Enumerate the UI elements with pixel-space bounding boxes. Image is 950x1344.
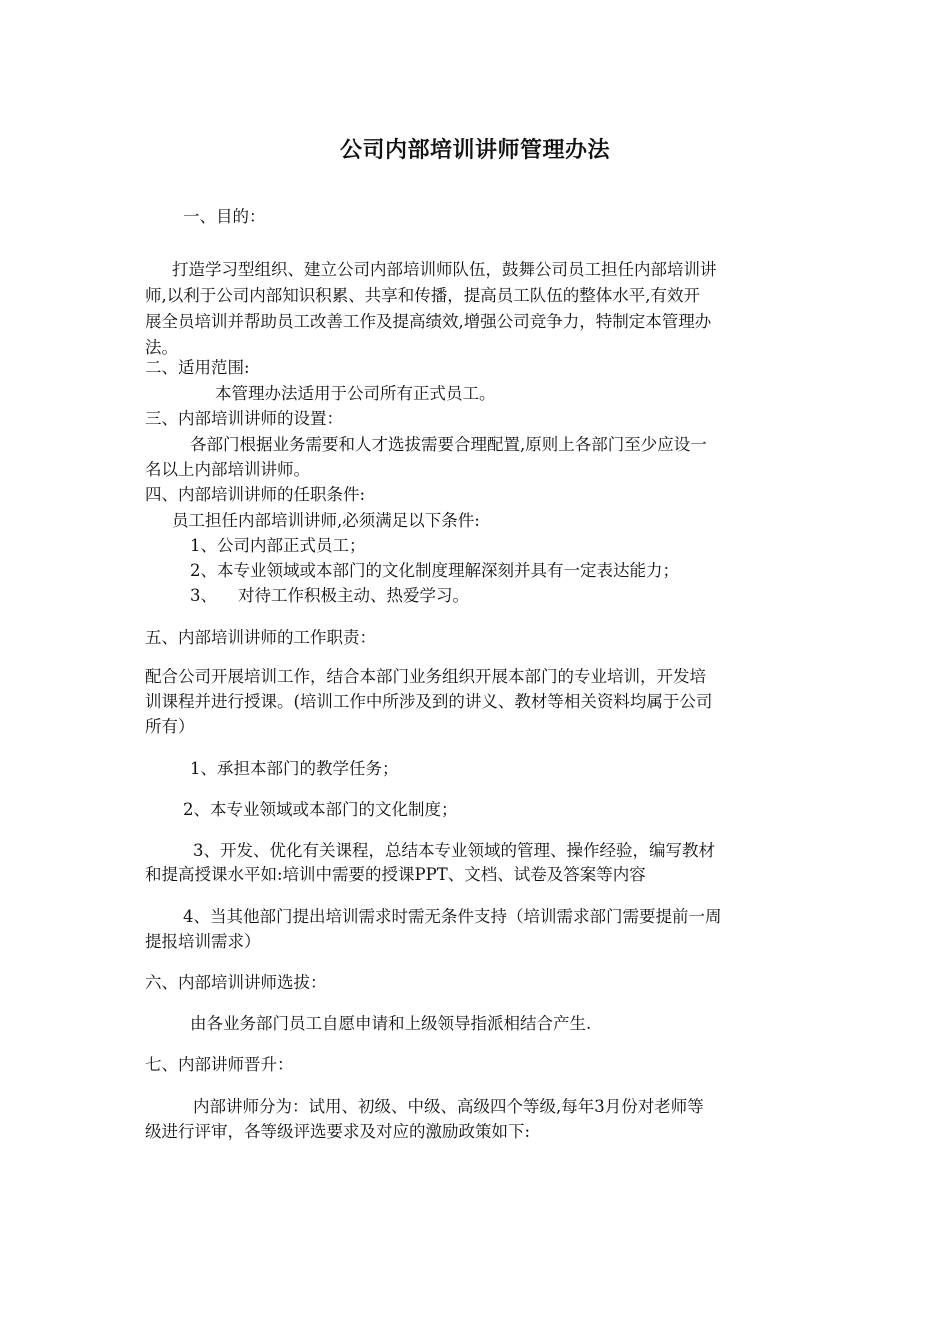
paragraph-line: 法。 [145, 338, 178, 357]
list-item: 2、本专业领域或本部门的文化制度； [183, 800, 458, 819]
list-item: 提报培训需求） [145, 932, 261, 951]
paragraph-line: 配合公司开展培训工作，结合本部门业务组织开展本部门的专业培训，开发培 [145, 667, 706, 686]
paragraph-line: 内部讲师分为：试用、初级、中级、高级四个等级,每年3月份对老师等 [193, 1097, 704, 1116]
section-heading-purpose: 一、目的： [183, 207, 266, 226]
paragraph-line: 打造学习型组织、建立公司内部培训师队伍，鼓舞公司员工担任内部培训讲 [172, 260, 717, 279]
list-item: 4、当其他部门提出培训需求时需无条件支持（培训需求部门需要提前一周 [183, 907, 722, 926]
list-item: 和提高授课水平如:培训中需要的授课PPT、文档、试卷及答案等内容 [145, 865, 646, 884]
document-title: 公司内部培训讲师管理办法 [339, 138, 610, 163]
paragraph-line: 本管理办法适用于公司所有正式员工。 [215, 384, 496, 403]
section-heading-scope: 二、适用范围: [145, 358, 250, 377]
list-item: 1、公司内部正式员工； [190, 536, 366, 555]
paragraph-line: 员工担任内部培训讲师,必须满足以下条件: [172, 511, 480, 530]
section-heading-selection: 六、内部培训讲师选拔： [145, 973, 327, 992]
list-item: 1、承担本部门的教学任务； [190, 759, 399, 778]
list-item: 3、开发、优化有关课程，总结本专业领域的管理、操作经验，编写教材 [193, 841, 715, 860]
section-heading-duties: 五、内部培训讲师的工作职责： [145, 628, 376, 647]
list-item: 3、 对待工作积极主动、热爱学习。 [190, 586, 469, 605]
paragraph-line: 由各业务部门员工自愿申请和上级领导指派相结合产生. [190, 1014, 592, 1033]
section-heading-setup: 三、内部培训讲师的设置： [145, 409, 343, 428]
list-item: 2、本专业领域或本部门的文化制度理解深刻并具有一定表达能力； [190, 561, 679, 580]
paragraph-line: 所有） [145, 717, 195, 736]
paragraph-line: 级进行评审，各等级评选要求及对应的激励政策如下: [145, 1122, 531, 1141]
section-heading-promotion: 七、内部讲师晋升： [145, 1055, 294, 1074]
paragraph-line: 师,以利于公司内部知识积累、共享和传播，提高员工队伍的整体水平,有效开 [145, 286, 700, 305]
section-heading-qualification: 四、内部培训讲师的任职条件: [145, 485, 366, 504]
paragraph-line: 各部门根据业务需要和人才选拔需要合理配置,原则上各部门至少应设一 [190, 435, 707, 454]
paragraph-line: 名以上内部培训讲师。 [145, 460, 310, 479]
paragraph-line: 训课程并进行授课。(培训工作中所涉及到的讲义、教材等相关资料均属于公司 [145, 692, 713, 711]
paragraph-line: 展全员培训并帮助员工改善工作及提高绩效,增强公司竞争力，特制定本管理办 [145, 312, 712, 331]
